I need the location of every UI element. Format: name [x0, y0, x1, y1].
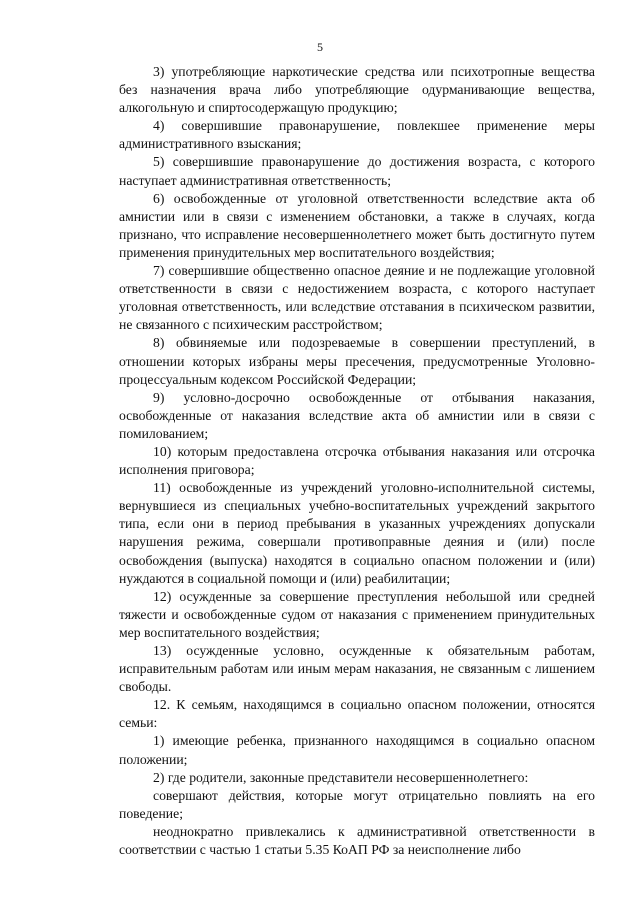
page-number: 5	[317, 40, 323, 54]
paragraph-item-4-offense-admin-penalty: 4) совершившие правонарушение, повлекшее применение меры административного взыскания;	[119, 118, 595, 152]
paragraph-family-subitem-admin-liability: неоднократно привлекались к административной ответственности в соответствии с частью 1 статьи 5.35 КоАП РФ за неисполнение либо	[119, 823, 595, 858]
paragraph-item-3-substance-use: 3) употребляющие наркотические средства или психотропные вещества без назначения врача либо употребляющие одурманивающие вещества, алкогольную и спиртосодержащую продукцию;	[119, 64, 595, 116]
paragraph-family-item-2: 2) где родители, законные представители несовершеннолетнего:	[153, 769, 529, 785]
paragraph-item-5-offense-before-age: 5) совершившие правонарушение до достижения возраста, с которого наступает административная ответственность;	[119, 154, 595, 188]
paragraph-family-subitem-actions: совершают действия, которые могут отрицательно повлиять на его поведение;	[119, 787, 595, 821]
paragraph-item-7-dangerous-act: 7) совершившие общественно опасное деяние и не подлежащие уголовной ответственности в связи с недостижением возраста, с которого наступает уголовная ответственность, или вследствие отставания в психическом развитии, не связанного с психическим расстройством;	[119, 263, 595, 333]
document-body	[119, 63, 595, 859]
paragraph-item-13-conditional-sentence: 13) осужденные условно, осужденные к обязательным работам, исправительным работам или иным мерам наказания, не связанным с лишением свободы.	[119, 643, 595, 695]
paragraph-item-6-amnesty-release: 6) освобожденные от уголовной ответственности вследствие акта об амнистии или в связи с изменением обстановки, а также в случаях, когда признано, что исправление несовершеннолетнего может быть достигнуто путем применения принудительных мер воспитательного воздействия;	[119, 190, 595, 260]
paragraph-item-11-released-from-institutions: 11) освобожденные из учреждений уголовно-исполнительной системы, вернувшиеся из специальных учебно-воспитательных учреждений закрытого типа, если они в период пребывания в указанных учреждениях допускали нарушения режима, совершали противоправные деяния и (или) после освобождения (выпуска) находятся в социально опасном положении и (или) нуждаются в социальной помощи и (или) реабилитации;	[119, 480, 595, 586]
paragraph-section-12-families: 12. К семьям, находящимся в социально опасном положении, относятся семьи:	[119, 697, 595, 731]
paragraph-item-10-deferred-sentence: 10) которым предоставлена отсрочка отбывания наказания или отсрочка исполнения приговора;	[119, 443, 595, 478]
paragraph-item-12-convicted-minor-crimes: 12) осужденные за совершение преступления небольшой или средней тяжести и освобожденные судом от наказания с применением принудительных мер воспитательного воздействия;	[119, 588, 595, 640]
paragraph-item-8-accused-suspected: 8) обвиняемые или подозреваемые в совершении преступлений, в отношении которых избраны меры пресечения, предусмотренные Уголовно-процессуальным кодексом Российской Федерации;	[119, 335, 595, 387]
paragraph-family-item-1: 1) имеющие ребенка, признанного находящимся в социально опасном положении;	[119, 733, 595, 767]
paragraph-item-9-parole: 9) условно-досрочно освобожденные от отбывания наказания, освобожденные от наказания вследствие акта об амнистии или в связи с помилованием;	[119, 389, 595, 441]
